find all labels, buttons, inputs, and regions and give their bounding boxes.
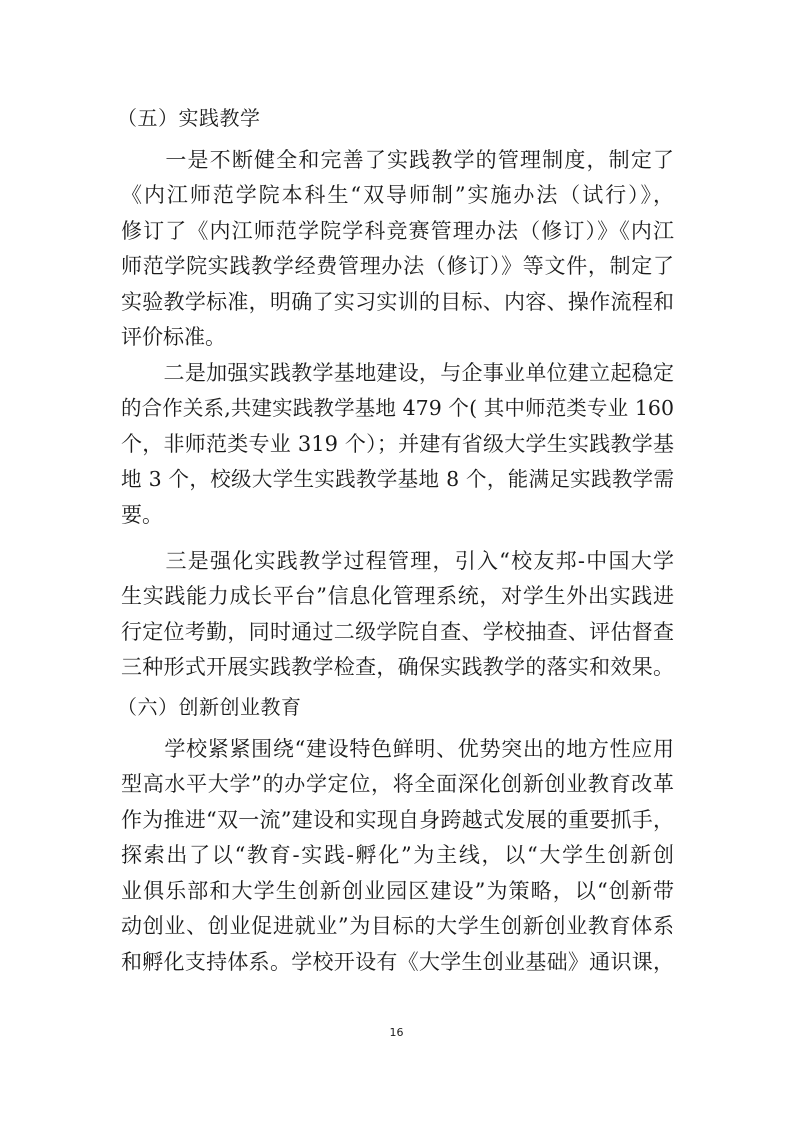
paragraph-line: 一是不断健全和完善了实践教学的管理制度，制定了 [121,148,674,172]
section-heading-practice-teaching: （五）实践教学 [117,106,261,130]
paragraph-line: 行定位考勤，同时通过二级学院自查、学校抽查、评估督查 [121,620,674,644]
paragraph-line: 作为推进“双一流”建设和实现自身跨越式发展的重要抓手， [121,808,674,832]
section-heading-innovation-education: （六）创新创业教育 [117,695,302,719]
paragraph-line: 地 3 个，校级大学生实践教学基地 8 个，能满足实践教学需 [121,467,674,491]
paragraph-line: 生实践能力成长平台”信息化管理系统，对学生外出实践进 [121,584,674,608]
paragraph-line: 动创业、创业促进就业”为目标的大学生创新创业教育体系 [121,914,674,938]
paragraph-line: 的合作关系,共建实践教学基地 479 个( 其中师范类专业 160 [121,396,674,420]
paragraph-line: 学校紧紧围绕“建设特色鲜明、优势突出的地方性应用 [121,737,674,761]
paragraph-line: 修订了《内江师范学院学科竞赛管理办法（修订）》《内江 [121,219,674,243]
paragraph-line: 探索出了以“教育-实践-孵化”为主线，以“大学生创新创 [121,843,674,867]
page-number: 16 [389,1026,404,1039]
paragraph-line: 实验教学标准，明确了实习实训的目标、内容、操作流程和 [121,290,674,314]
paragraph-line: 型高水平大学”的办学定位，将全面深化创新创业教育改革 [121,772,674,796]
paragraph-line: 和孵化支持体系。学校开设有《大学生创业基础》通识课， [121,950,674,974]
paragraph-line: 评价标准。 [121,325,226,349]
paragraph-line: 业俱乐部和大学生创新创业园区建设”为策略，以“创新带 [121,879,674,903]
paragraph-line: 要。 [121,503,163,527]
paragraph-line: 三是强化实践教学过程管理，引入“校友邦-中国大学 [121,549,674,573]
paragraph-line: 三种形式开展实践教学检查，确保实践教学的落实和效果。 [121,655,674,679]
paragraph-line: 《内江师范学院本科生“双导师制”实施办法（试行）》， [121,183,674,207]
paragraph-line: 二是加强实践教学基地建设，与企事业单位建立起稳定 [121,361,674,385]
paragraph-line: 个，非师范类专业 319 个）；并建有省级大学生实践教学基 [121,432,674,456]
paragraph-line: 师范学院实践教学经费管理办法（修订）》等文件，制定了 [121,254,674,278]
